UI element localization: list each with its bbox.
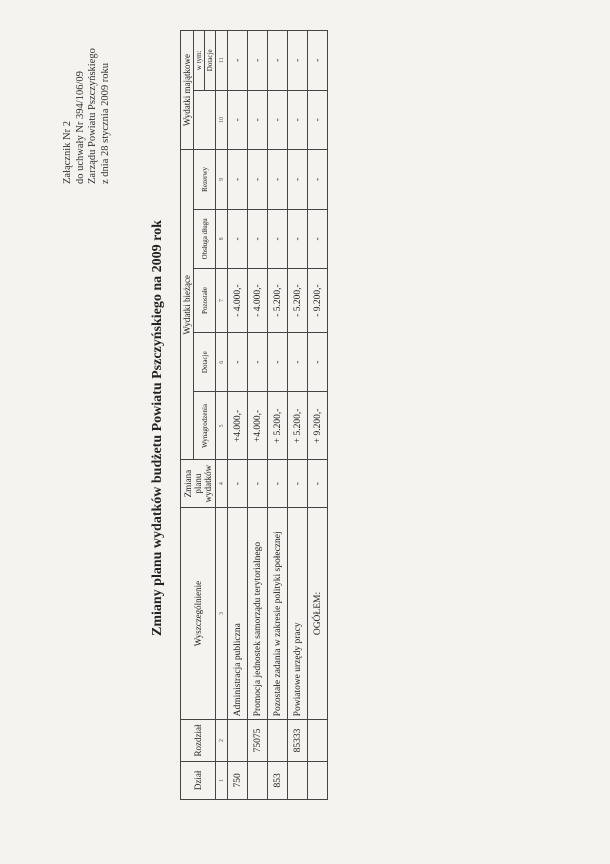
header-w-tym: w tym: — [194, 31, 205, 91]
header-rezerwy: Rezerwy — [194, 150, 216, 210]
cell-obsluga: - — [228, 209, 248, 269]
table-row — [268, 31, 288, 800]
cell-obsluga: - — [248, 209, 268, 269]
cell-dotacje: - — [288, 332, 308, 392]
column-number: 2 — [216, 720, 228, 761]
total-dotacje: - — [308, 332, 328, 392]
cell-opis: Pozostałe zadania w zakresie polityki społecznej — [268, 507, 288, 720]
cell-opis: Promocja jednostek samorządu terytorialnego — [248, 507, 268, 720]
column-number: 7 — [216, 269, 228, 333]
attachment-line-1: Załącznik Nr 2 — [62, 121, 73, 184]
header-pozostale: Pozostałe — [194, 269, 216, 333]
header-wydatki-majatkowe: Wydatki majątkowe — [181, 31, 194, 150]
cell-wynagrodzenia: +4.000,- — [228, 392, 248, 460]
cell-opis: Powiatowe urzędy pracy — [288, 507, 308, 720]
header-dotacje: Dotacje — [194, 332, 216, 392]
cell-rozdzial: 75075 — [248, 720, 268, 761]
cell-rozdzial — [228, 720, 248, 761]
column-number: 8 — [216, 209, 228, 269]
cell-zmiana: - — [248, 460, 268, 507]
cell-dzial — [248, 761, 268, 799]
header-obsluga-dlugu: Obsługa długu — [194, 209, 216, 269]
cell-zmiana: - — [228, 460, 248, 507]
cell-dzial: 750 — [228, 761, 248, 799]
header-zmiana-planu: Zmiana planu wydatków — [181, 460, 216, 507]
column-number-row — [216, 31, 228, 800]
cell-obsluga: - — [268, 209, 288, 269]
header-row-1 — [181, 31, 194, 800]
column-number: 9 — [216, 150, 228, 210]
cell-pozostale: - 4.000,- — [228, 269, 248, 333]
document-title: Zmiany planu wydatków budżetu Powiatu Pszczyńskiego na 2009 rok — [150, 220, 165, 636]
cell-dotacje: - — [228, 332, 248, 392]
cell-dotacje: - — [248, 332, 268, 392]
header-majatkowe-ogolem — [194, 90, 216, 150]
cell-opis: Administracja publiczna — [228, 507, 248, 720]
cell-pozostale: - 5.200,- — [268, 269, 288, 333]
header-rozdzial: Rozdział — [181, 720, 216, 761]
header-wydatki-biezace: Wydatki bieżące — [181, 150, 194, 460]
column-number: 11 — [216, 31, 228, 91]
cell-rezerwy: - — [248, 150, 268, 210]
cell-majatkowe: - — [288, 90, 308, 150]
cell-rezerwy: - — [268, 150, 288, 210]
cell-rezerwy: - — [228, 150, 248, 210]
table-row — [248, 31, 268, 800]
cell-dzial — [288, 761, 308, 799]
cell-rozdzial: 85333 — [288, 720, 308, 761]
cell-wynagrodzenia: +4.000,- — [248, 392, 268, 460]
cell-dotacje-majatkowe: - — [268, 31, 288, 91]
cell-wynagrodzenia: + 5.200,- — [268, 392, 288, 460]
cell-total-empty — [308, 720, 328, 761]
cell-dotacje: - — [268, 332, 288, 392]
total-obsluga: - — [308, 209, 328, 269]
total-row — [308, 31, 328, 800]
cell-rozdzial — [268, 720, 288, 761]
cell-majatkowe: - — [268, 90, 288, 150]
cell-dzial: 853 — [268, 761, 288, 799]
cell-pozostale: - 4.000,- — [248, 269, 268, 333]
cell-obsluga: - — [288, 209, 308, 269]
total-dotacje-majatkowe: - — [308, 31, 328, 91]
budget-table — [180, 30, 328, 800]
header-dotacje-majatkowe: Dotacje — [205, 31, 216, 91]
column-number: 4 — [216, 460, 228, 507]
cell-dotacje-majatkowe: - — [288, 31, 308, 91]
cell-wynagrodzenia: + 5.200,- — [288, 392, 308, 460]
attachment-line-3: Zarządu Powiatu Pszczyńskiego — [87, 48, 98, 184]
header-wynagrodzenia: Wynagrodzenia — [194, 392, 216, 460]
cell-zmiana: - — [288, 460, 308, 507]
header-wyszczegolnienie: Wyszczególnienie — [181, 507, 216, 720]
attachment-line-2: do uchwały Nr 394/106/09 — [74, 71, 86, 184]
attachment-line-4: z dnia 28 stycznia 2009 roku — [99, 62, 111, 184]
cell-pozostale: - 5.200,- — [288, 269, 308, 333]
cell-total-empty — [308, 761, 328, 799]
column-number: 1 — [216, 761, 228, 799]
total-rezerwy: - — [308, 150, 328, 210]
cell-majatkowe: - — [228, 90, 248, 150]
column-number: 10 — [216, 90, 228, 150]
total-pozostale: - 9.200,- — [308, 269, 328, 333]
header-dzial: Dział — [181, 761, 216, 799]
column-number: 5 — [216, 392, 228, 460]
cell-zmiana: - — [268, 460, 288, 507]
table-row — [288, 31, 308, 800]
table-row — [228, 31, 248, 800]
total-majatkowe: - — [308, 90, 328, 150]
attachment-note — [62, 48, 112, 184]
column-number: 3 — [216, 507, 228, 720]
cell-majatkowe: - — [248, 90, 268, 150]
cell-dotacje-majatkowe: - — [228, 31, 248, 91]
total-label: OGÓŁEM: — [308, 507, 328, 720]
column-number: 6 — [216, 332, 228, 392]
total-wynagrodzenia: + 9.200,- — [308, 392, 328, 460]
total-zmiana: - — [308, 460, 328, 507]
cell-rezerwy: - — [288, 150, 308, 210]
cell-dotacje-majatkowe: - — [248, 31, 268, 91]
